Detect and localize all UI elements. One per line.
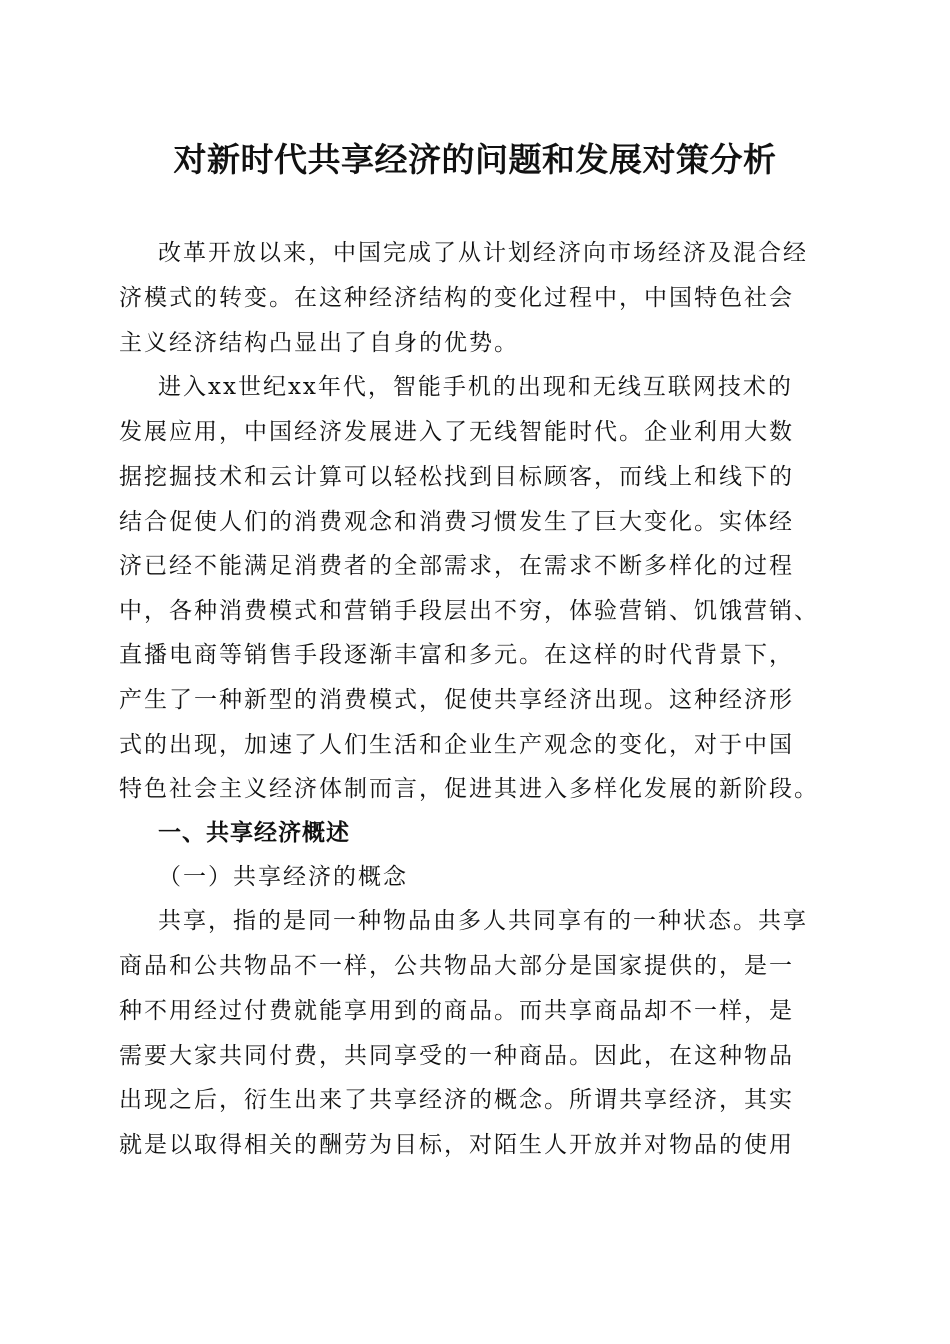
paragraph-line: 种不用经过付费就能享用到的商品。而共享商品却不一样，是 — [119, 998, 794, 1024]
paragraph-line: 结合促使人们的消费观念和消费习惯发生了巨大变化。实体经 — [119, 509, 794, 535]
paragraph-line: 主义经济结构凸显出了自身的优势。 — [119, 330, 519, 356]
paragraph-line: 商品和公共物品不一样，公共物品大部分是国家提供的，是一 — [119, 953, 794, 979]
document-title: 对新时代共享经济的问题和发展对策分析 — [173, 140, 777, 179]
subsection-heading: （一）共享经济的概念 — [158, 864, 408, 890]
paragraph-line: 进入xx世纪xx年代，智能手机的出现和无线互联网技术的 — [158, 374, 793, 400]
paragraph-line: 济已经不能满足消费者的全部需求，在需求不断多样化的过程 — [119, 553, 794, 579]
paragraph-line: 式的出现，加速了人们生活和企业生产观念的变化，对于中国 — [119, 732, 794, 758]
paragraph-line: 济模式的转变。在这种经济结构的变化过程中，中国特色社会 — [119, 285, 794, 311]
paragraph-line: 据挖掘技术和云计算可以轻松找到目标顾客，而线上和线下的 — [119, 464, 794, 490]
paragraph-line: 中，各种消费模式和营销手段层出不穷，体验营销、饥饿营销、 — [119, 598, 819, 624]
paragraph-line: 产生了一种新型的消费模式，促使共享经济出现。这种经济形 — [119, 687, 794, 713]
paragraph-line: 就是以取得相关的酬劳为目标，对陌生人开放并对物品的使用 — [119, 1132, 794, 1158]
paragraph-line: 共享，指的是同一种物品由多人共同享有的一种状态。共享 — [158, 908, 808, 934]
paragraph-line: 发展应用，中国经济发展进入了无线智能时代。企业利用大数 — [119, 419, 794, 445]
paragraph-line: 直播电商等销售手段逐渐丰富和多元。在这样的时代背景下， — [119, 642, 794, 668]
section-heading: 一、共享经济概述 — [158, 819, 350, 846]
paragraph-line: 特色社会主义经济体制而言，促进其进入多样化发展的新阶段。 — [119, 776, 819, 802]
paragraph-line: 改革开放以来，中国完成了从计划经济向市场经济及混合经 — [158, 240, 808, 266]
paragraph-line: 出现之后，衍生出来了共享经济的概念。所谓共享经济，其实 — [119, 1087, 794, 1113]
paragraph-line: 需要大家共同付费，共同享受的一种商品。因此，在这种物品 — [119, 1043, 794, 1069]
